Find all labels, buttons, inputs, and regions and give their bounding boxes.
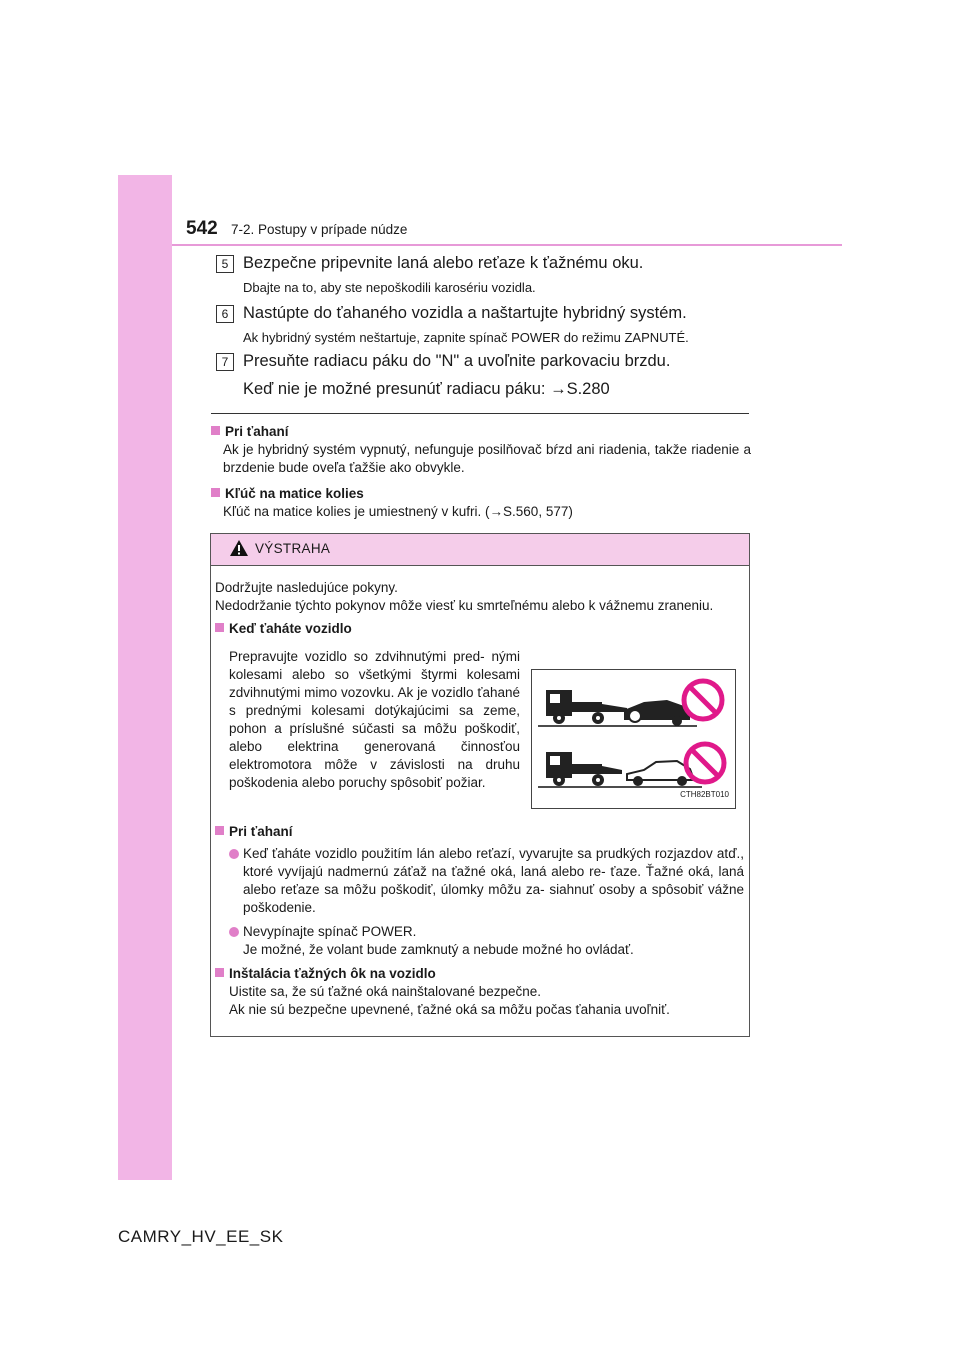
step-note: Ak hybridný systém neštartuje, zapnite spínač POWER do režimu ZAPNUTÉ. [243,330,689,345]
step-number: 7 [216,353,234,371]
info-body: Ak je hybridný systém vypnutý, nefunguje posilňovač bŕzd ani riadenia, takže riadenie a brzdenie bude oveľa ťažšie ako obvykle. [223,442,751,475]
square-bullet-icon [215,623,224,632]
warning-box [210,533,750,1037]
step-sub: Keď nie je možné presunúť radiacu páku: →S.280 [243,380,610,398]
round-bullet-icon [229,927,239,937]
warning-text: Uistite sa, že sú ťažné oká nainštalované bezpečne. Ak nie sú bezpečne upevnené, ťažné oká sa môžu počas ťahania uvoľniť. [229,984,670,1017]
section-divider [211,413,749,414]
document-footer: CAMRY_HV_EE_SK [118,1227,284,1246]
warning-section-towing [215,640,744,818]
info-towing [211,423,751,477]
side-tab-band [118,175,172,1180]
page-number: 542 [186,218,218,239]
header-rule [172,244,842,246]
info-wheel-wrench [211,485,751,521]
step-title: Presuňte radiacu páku do "N" a uvoľnite parkovaciu brzdu. [243,352,671,370]
warning-header [211,534,749,566]
warning-triangle-icon [229,539,249,557]
warning-bullet: Keď ťaháte vozidlo použitím lán alebo reťazí, vyvarujte sa prudkých rozjazdov atď., ktoré vyvíjajú nadmernú záťaž na ťažné oká, laná alebo re- ťaze. Ťažné oká, laná alebo reťaze sa môžu poškodiť, úlomky môžu za- siahnuť osoby a spôsobiť vážne poškodenie. [229,845,744,917]
warning-section-heading: Keď ťaháte vozidlo [215,620,744,638]
step-number: 6 [216,305,234,323]
square-bullet-icon [211,426,220,435]
warning-bullet: Nevypínajte spínač POWER. Je možné, že volant bude zamknutý a nebude možné ho ovládať. [229,923,744,959]
towing-prohibited-illustration [531,669,736,809]
square-bullet-icon [215,826,224,835]
square-bullet-icon [211,488,220,497]
step-title: Bezpečne pripevnite laná alebo reťaze k ťažnému oku. [243,254,644,272]
info-heading: Pri ťahaní [211,423,751,441]
warning-body [211,565,751,1019]
info-heading: Kľúč na matice kolies [211,485,751,503]
info-body: Kľúč na matice kolies je umiestnený v kufri. (→S.560, 577) [223,504,573,519]
chapter-title: 7-2. Postupy v prípade núdze [231,222,408,237]
warning-text: Prepravujte vozidlo so zdvihnutými pred- nými kolesami alebo so všetkými štyrmi kolesami zdvihnutými mimo vozovku. Ak je vozidlo ťahané s prednými kolesami dotýkajúcimi sa zeme, pohon a príslušné súčasti sa môžu poškodiť, alebo elektrina generovaná činnosťou elektromotora môže v závislosti na druhu poškodenia alebo poruchy spôsobiť požiar. [229,649,520,790]
warning-section-heading: Inštalácia ťažných ôk na vozidlo [215,965,744,983]
round-bullet-icon [229,849,239,859]
step-title: Nastúpte do ťahaného vozidla a naštartujte hybridný systém. [243,304,687,322]
step-5 [216,252,756,297]
warning-intro: Dodržujte nasledujúce pokyny. Nedodržanie týchto pokynov môže viesť ku smrteľnému alebo k vážnemu zraneniu. [215,580,714,613]
illustration-code: CTH82BT010 [680,790,729,799]
step-6 [216,302,756,347]
step-note: Dbajte na to, aby ste nepoškodili karosériu vozidla. [243,280,536,295]
step-7 [216,350,756,400]
square-bullet-icon [215,968,224,977]
warning-title: VÝSTRAHA [255,541,331,556]
step-number: 5 [216,255,234,273]
warning-section-heading: Pri ťahaní [215,823,744,841]
